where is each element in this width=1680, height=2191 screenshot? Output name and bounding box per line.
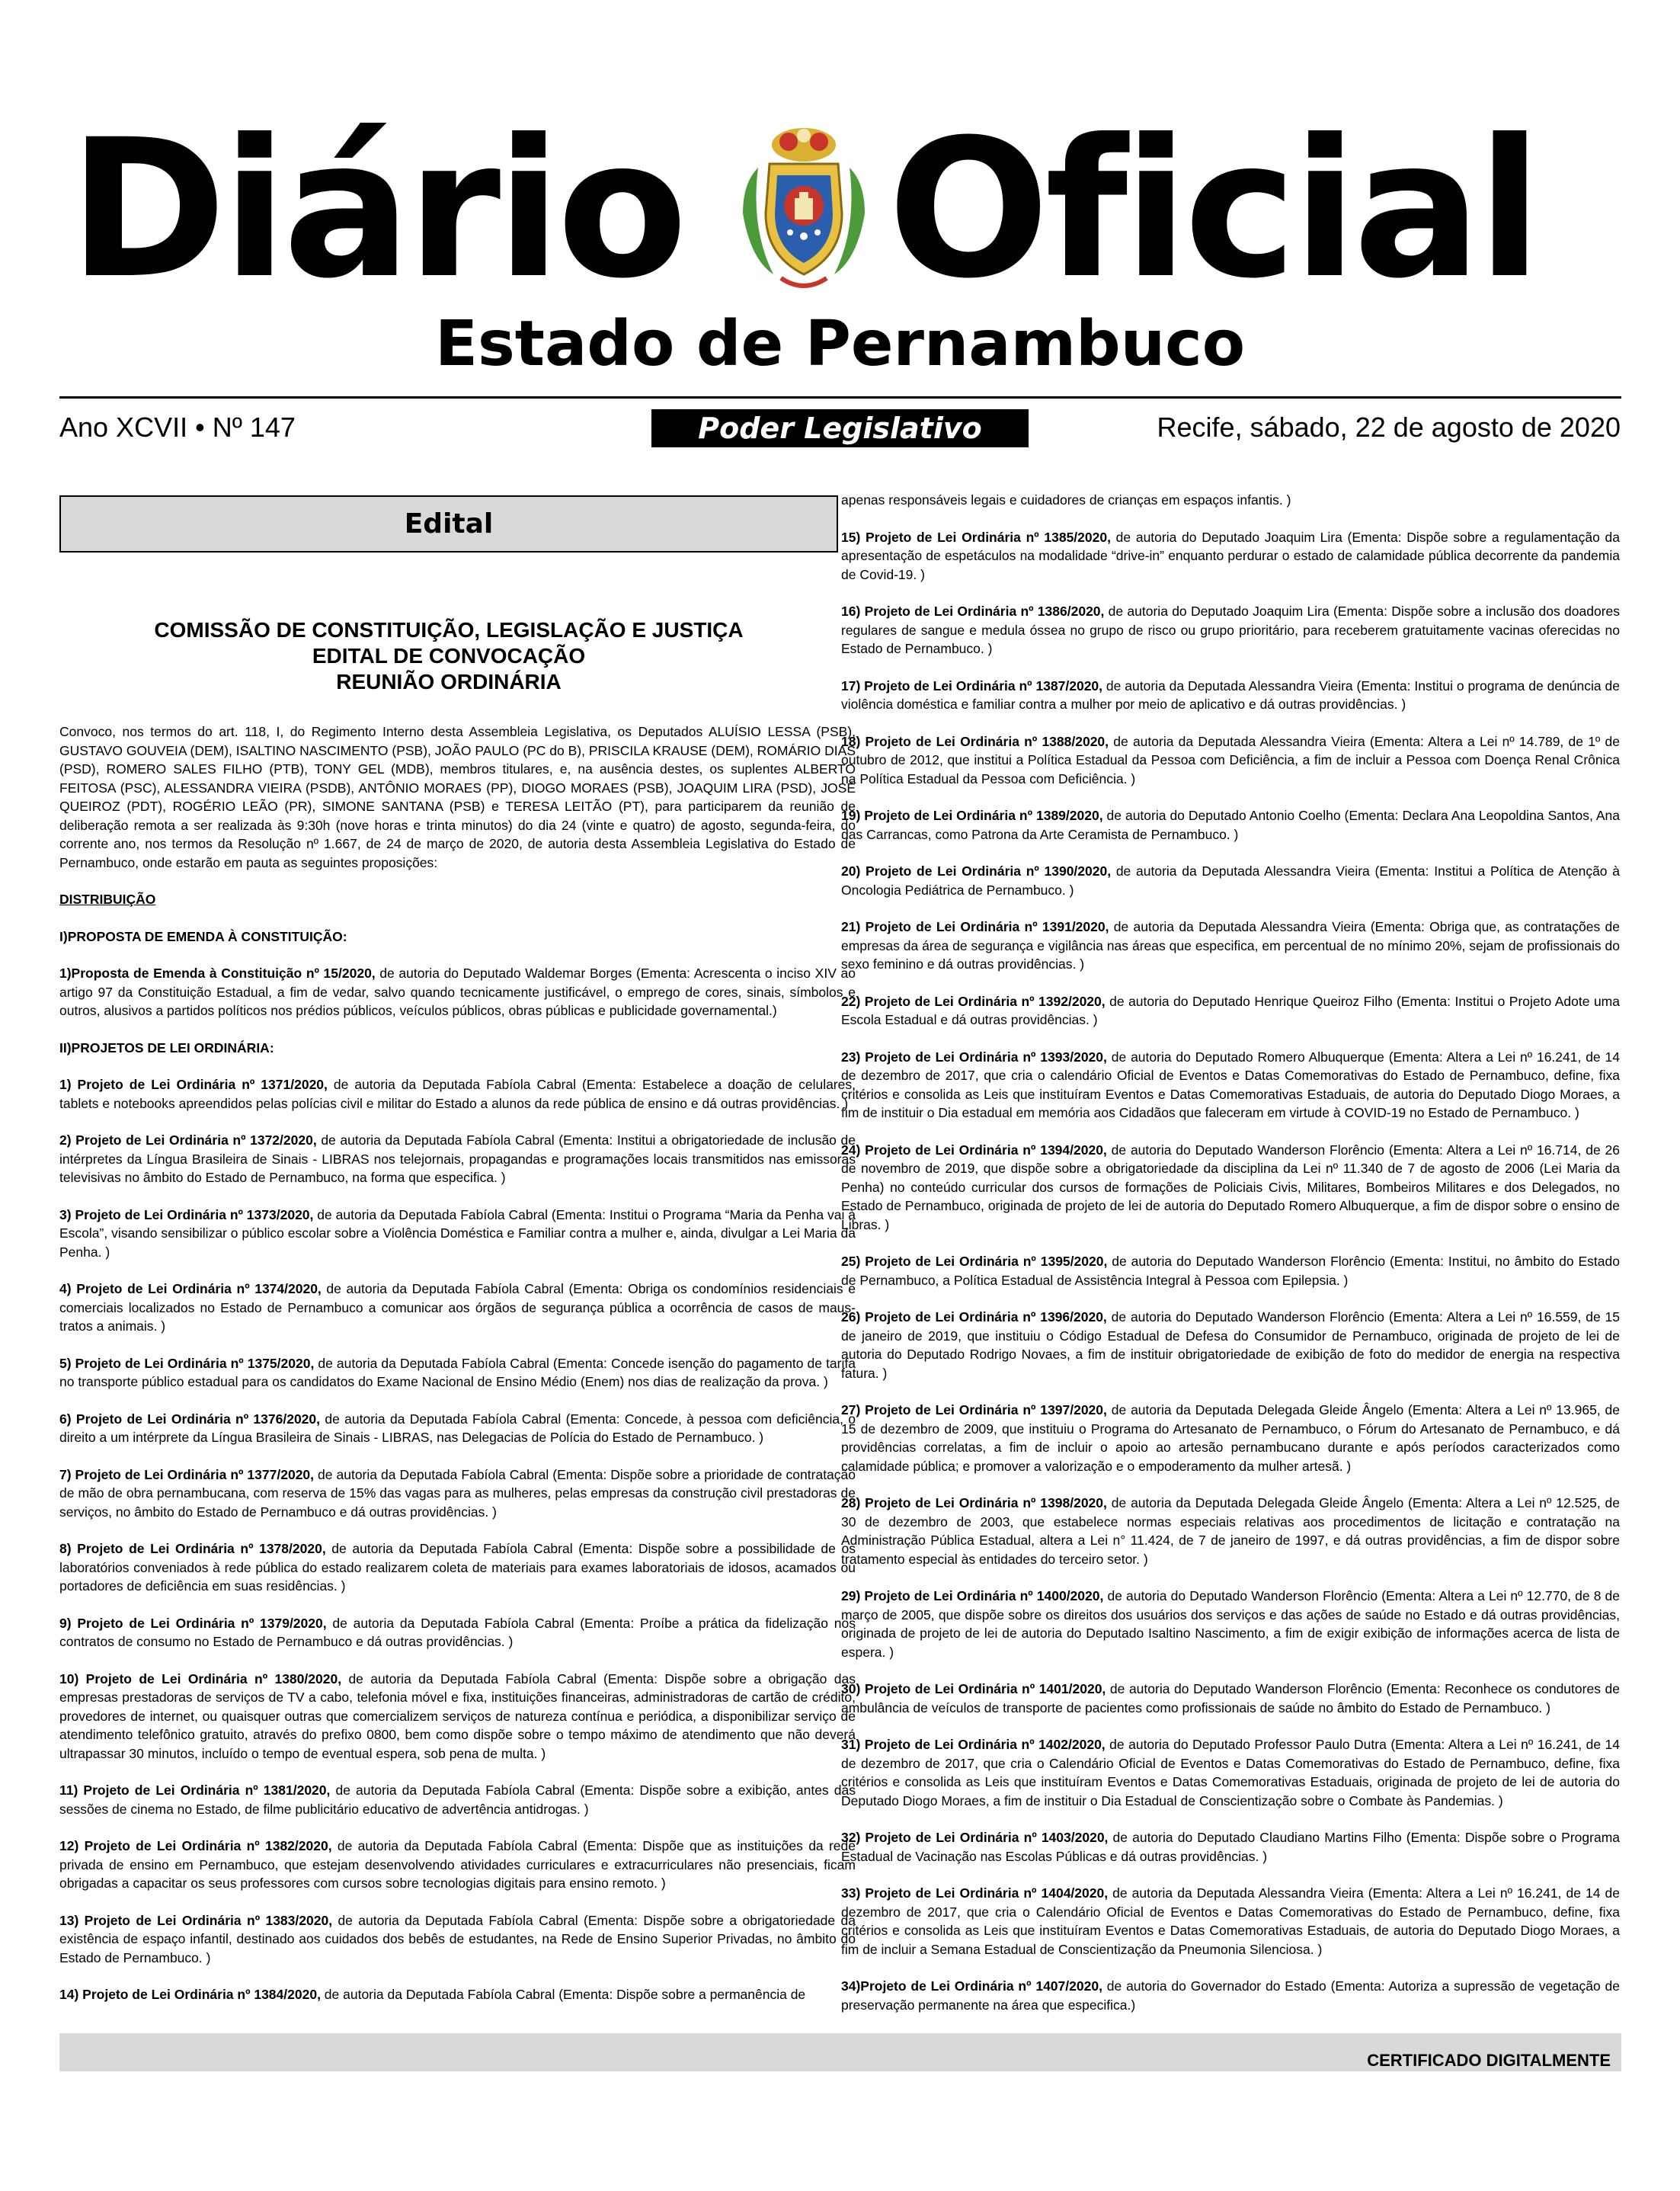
- bill-item: [59, 1465, 856, 1522]
- bill-text: de autoria da Deputada Fabíola Cabral (Ementa: Concede isenção do pagamento de tarifa no transporte público estadual para os candidatos do Exame Nacional de Ensino Médio (Enem) nos dias de realização da prova. ): [59, 1355, 856, 1389]
- bill-text: de autoria da Deputada Fabíola Cabral (Ementa: Concede, à pessoa com deficiência, o direito a um intérprete da Língua Brasileira de Sinais - LIBRAS, nas Delegacias de Polícia do Estado de Pernambuco. ): [59, 1411, 856, 1445]
- bill-item: [841, 1252, 1620, 1289]
- bill-text: de autoria da Deputada Delegada Gleide Ângelo (Ementa: Altera a Lei nº 12.525, de 30 de dezembro de 2003, que estabelece normas especiais relativas aos procedimentos de licitação e contratação na Administração Pública Estadual, altera a Lei n° 11.424, de 7 de janeiro de 1997, e dá outras providências, a fim de dispor sobre tratamento especial às entidades do terceiro setor. ): [841, 1495, 1620, 1567]
- bill-item: [59, 1985, 856, 2004]
- pec-title: 1)Proposta de Emenda à Constituição nº 15/2020,: [59, 966, 376, 981]
- bill-item: [59, 1670, 856, 1763]
- bill-text: de autoria da Deputada Delegada Gleide Ângelo (Ementa: Altera a Lei nº 13.965, de 15 de dezembro de 2009, que instituiu o Programa do Artesanato de Pernambuco, o Fórum do Artesanato de Pernambuco, e dá providências correlatas, a fim de incluir o apoio ao artesão pernambucano durante e após períodos caracterizados como calamidade pública; e promover a valorização e o empoderamento da mulher artesã. ): [841, 1402, 1620, 1474]
- bill-text: de autoria do Deputado Romero Albuquerque (Ementa: Altera a Lei nº 16.241, de 14 de dezembro de 2017, que cria o calendário Oficial de Eventos e Datas Comemorativas do Estado de Pernambuco, define, fixa critérios e consolida as Leis que instituíram Eventos e Datas Comemorativas Estaduais, de autoria do Deputado Diogo Moraes, a fim de instituir o Dia estadual em memória aos Cidadãos que faleceram em virtude à COVID-19 no Estado de Pernambuco. ): [841, 1049, 1620, 1120]
- bill-item: [841, 1494, 1620, 1568]
- bill-item: [59, 1781, 856, 1818]
- bill-text: de autoria da Deputada Fabíola Cabral (Ementa: Obriga os condomínios residenciais e comerciais localizados no Estado de Pernambuco a comunicar aos órgãos de segurança pública a ocorrência de casos de maus-tratos a animais. ): [59, 1281, 856, 1334]
- bill-title: 19) Projeto de Lei Ordinária nº 1389/2020,: [841, 808, 1103, 823]
- bill-title: 24) Projeto de Lei Ordinária nº 1394/2020,: [841, 1142, 1107, 1158]
- bill-title: 11) Projeto de Lei Ordinária nº 1381/2020,: [59, 1783, 331, 1798]
- bill-text: de autoria da Deputada Fabíola Cabral (Ementa: Estabelece a doação de celulares, tablets e notebooks apreendidos pelas polícias civil e militar do Estado a alunos da rede pública de ensino e dá outras providências. ): [59, 1077, 856, 1111]
- bill-item: [59, 1539, 856, 1596]
- bill-text: de autoria do Deputado Wanderson Florêncio (Ementa: Institui, no âmbito do Estado de Pernambuco, a Política Estadual de Assistência Integral à Pessoa com Epilepsia. ): [841, 1254, 1620, 1288]
- bill-item: [59, 1280, 856, 1336]
- bill-title: 21) Projeto de Lei Ordinária nº 1391/2020,: [841, 919, 1109, 934]
- bill-item: [841, 1884, 1620, 1959]
- bill-text: de autoria da Deputada Fabíola Cabral (Ementa: Dispõe sobre a exibição, antes das sessões de cinema no Estado, de filme publicitário educativo de advertência antidrogas. ): [59, 1783, 856, 1817]
- branch-badge: Poder Legislativo: [651, 409, 1029, 447]
- bill-title: 17) Projeto de Lei Ordinária nº 1387/2020,: [841, 677, 1103, 693]
- bill-item: [841, 732, 1620, 789]
- bill-text: de autoria da Deputada Fabíola Cabral (Ementa: Institui o Programa “Maria da Penha vai à Escola”, visando sensibilizar o público escolar sobre a Violência Doméstica e Familiar contra a mulher e, ainda, divulgar a Lei Maria da Penha. ): [59, 1206, 856, 1260]
- bill-title: 20) Projeto de Lei Ordinária nº 1390/2020,: [841, 863, 1112, 879]
- bill-title: 4) Projeto de Lei Ordinária nº 1374/2020,: [59, 1281, 322, 1296]
- bill-title: 29) Projeto de Lei Ordinária nº 1400/2020,: [841, 1588, 1104, 1603]
- bill-item: [841, 992, 1620, 1030]
- bill-text: de autoria do Deputado Wanderson Florêncio (Ementa: Reconhece os condutores de ambulância de veículos de transporte de pacientes como profissionais de saúde no âmbito do Estado de Pernambuco. ): [841, 1681, 1620, 1715]
- masthead: [0, 0, 1680, 457]
- section-title: Edital: [59, 495, 838, 553]
- bill-text: de autoria da Deputada Alessandra Vieira (Ementa: Obriga que, as contratações de empresas da área de segurança e vigilância nas áreas que especifica, em percentual de no mínimo 20%, sejam de profissionais do sexo feminino e dá outras providências. ): [841, 919, 1620, 972]
- bill-text: de autoria da Deputada Fabíola Cabral (Ementa: Dispõe sobre a prioridade de contratação de mão de obra pernambucana, com reserva de 15% das vagas para as mulheres, pelas empresas da construção civil prestadoras de serviços, no âmbito do Estado de Pernambuco e dá outras providências. ): [59, 1466, 856, 1520]
- bill-text: de autoria do Deputado Antonio Coelho (Ementa: Declara Ana Leopoldina Santos, Ana das Carrancas, como Patrona da Arte Ceramista de Pernambuco. ): [841, 808, 1620, 842]
- bill-title: 18) Projeto de Lei Ordinária nº 1388/2020,: [841, 733, 1109, 749]
- bill-title: 14) Projeto de Lei Ordinária nº 1384/2020,: [59, 1987, 321, 2002]
- bill-item: [841, 862, 1620, 899]
- bill-item: [59, 1410, 856, 1447]
- bill-item: [841, 1680, 1620, 1717]
- masthead-rule: [59, 396, 1621, 399]
- pernambuco-coat-of-arms-icon: [728, 122, 880, 297]
- bill-title: 9) Projeto de Lei Ordinária nº 1379/2020,: [59, 1615, 327, 1631]
- issue-date: Recife, sábado, 22 de agosto de 2020: [1157, 412, 1621, 443]
- bill-title: 12) Projeto de Lei Ordinária nº 1382/2020,: [59, 1838, 332, 1853]
- bill-text: de autoria do Deputado Claudiano Martins Filho (Ementa: Dispõe sobre o Programa Estadual de Vacinação nas Escolas Públicas e dá outras providências. ): [841, 1830, 1620, 1864]
- pec-heading: I)PROPOSTA DE EMENDA À CONSTITUIÇÃO:: [59, 928, 347, 944]
- committee-heading: [59, 617, 838, 695]
- certificate-footer: [59, 2033, 1621, 2071]
- bill-item: [59, 1354, 856, 1392]
- intro-paragraph: Convoco, nos termos do art. 118, I, do Regimento Interno desta Assembleia Legislativa, os Deputados ALUÍSIO LESSA (PSB), GUSTAVO GOUVEIA (DEM), ISALTINO NASCIMENTO (PSB), JOÃO PAULO (PC do B), PRISCILA KRAUSE (DEM), ROMÁRIO DIAS (PSD), ROMERO SALES FILHO (PTB), TONY GEL (MDB), membros titulares, e, na ausência destes, os suplentes ALBERTO FEITOSA (PSC), ALESSANDRA VIEIRA (PSDB), ANTÔNIO MORAES (PP), DIOGO MORAES (PSB), JOAQUIM LIRA (PSD), JOSÉ QUEIROZ (PDT), ROGÉRIO LEÃO (PR), SIMONE SANTANA (PSB) e TERESA LEITÃO (PT), para participarem da reunião de deliberação remota a ser realizada às 9:30h (nove horas e trinta minutos) do dia 24 (vinte e quatro) de agosto, segunda-feira, do corrente ano, nos termos da Resolução nº 1.667, de 24 de março de 2020, de autoria desta Assembleia Legislativa do Estado de Pernambuco, onde estarão em pauta as seguintes proposições:: [59, 724, 856, 870]
- bill-text: de autoria do Deputado Henrique Queiroz Filho (Ementa: Institui o Projeto Adote uma Escola Estadual e dá outras providências. ): [841, 993, 1620, 1027]
- bill-item: [841, 677, 1620, 714]
- bill-text: de autoria do Deputado Joaquim Lira (Ementa: Dispõe sobre a regulamentação da apresentação de espetáculos na modalidade “drive-in” enquanto perdurar o estado de calamidade pública decorrente da pandemia de Covid-19. ): [841, 529, 1620, 582]
- bill-text: de autoria da Deputada Alessandra Vieira (Ementa: Altera a Lei nº 14.789, de 1º de outubro de 2012, que institui a Política Estadual da Pessoa com Deficiência, a fim de incluir a Pessoa com Doença Renal Crônica na Política Estadual da Pessoa com Deficiência. ): [841, 733, 1620, 786]
- bill-title: 26) Projeto de Lei Ordinária nº 1396/2020,: [841, 1309, 1107, 1325]
- bill-text: de autoria do Deputado Wanderson Florêncio (Ementa: Altera a Lei nº 16.714, de 26 de novembro de 2019, que dispõe sobre a obrigatoriedade da disciplina da Lei nº 11.340 de 7 de agosto de 2006 (Lei Maria da Penha) no conteúdo curricular dos cursos de formações de Policiais Civis, Militares, Bombeiros Militares e dos Delegados, no Estado de Pernambuco, originada de projeto de lei de autoria do Deputado Romero Albuquerque, a fim de dispor sobre o ensino de Libras. ): [841, 1142, 1620, 1232]
- bill-item: [841, 918, 1620, 974]
- left-column: [59, 722, 856, 2023]
- bill-item: [841, 528, 1620, 585]
- bill-text: de autoria da Deputada Alessandra Vieira (Ementa: Institui o programa de denúncia de violência doméstica e familiar contra a mulher por meio de aplicativo e dá outras providências. ): [841, 677, 1620, 712]
- bill-text: de autoria do Deputado Joaquim Lira (Ementa: Dispõe sobre a inclusão dos doadores regulares de sangue e medula óssea no grupo de risco ou grupo prioritário, para receberem gratuitamente vacinas oferecidas no Estado de Pernambuco. ): [841, 604, 1620, 656]
- bill-item: [841, 1828, 1620, 1866]
- bill-title: 5) Projeto de Lei Ordinária nº 1375/2020,: [59, 1355, 315, 1371]
- masthead-subtitle: Estado de Pernambuco: [434, 308, 1246, 380]
- bill-title: 30) Projeto de Lei Ordinária nº 1401/2020,: [841, 1681, 1106, 1696]
- distribution-heading: DISTRIBUIÇÃO: [59, 892, 156, 907]
- bill-title: 2) Projeto de Lei Ordinária nº 1372/2020,: [59, 1132, 317, 1148]
- bill-item: [841, 1401, 1620, 1475]
- pec-item: [59, 964, 856, 1020]
- bill-title: 22) Projeto de Lei Ordinária nº 1392/2020,: [841, 993, 1106, 1009]
- bill-text: de autoria do Deputado Professor Paulo Dutra (Ementa: Altera a Lei nº 16.241, de 14 de dezembro de 2017, que cria o Calendário Oficial de Eventos e Datas Comemorativas do Estado de Pernambuco, define, fixa critérios e consolida as Leis que instituíram Eventos e Datas Comemorativas Estaduais, originada de projeto de lei de autoria do Deputado Diogo Moraes, a fim de instituir o Dia Estadual de Conscientização sobre o Combate às Pandemias. ): [841, 1737, 1620, 1808]
- bill-item: [59, 1075, 856, 1113]
- bill-text: de autoria da Deputada Alessandra Vieira (Ementa: Altera a Lei nº 16.241, de 14 de dezembro de 2017, que cria o Calendário Oficial de Eventos e Datas Comemorativas do Estado de Pernambuco, define, fixa critérios e consolida as Leis que instituíram Eventos e Datas Comemorativas Estaduais, de autoria do Deputado Diogo Moraes, a fim de incluir a Semana Estadual de Conscientização da Pneumonia Silenciosa. ): [841, 1885, 1620, 1957]
- pl-heading: II)PROJETOS DE LEI ORDINÁRIA:: [59, 1039, 274, 1055]
- bill-item: [59, 1614, 856, 1651]
- committee-line-1: COMISSÃO DE CONSTITUIÇÃO, LEGISLAÇÃO E JUSTIÇA: [154, 618, 744, 642]
- bill-text: de autoria da Deputada Fabíola Cabral (Ementa: Proíbe a prática da fidelização nos contratos de consumo no Estado de Pernambuco e dá outras providências. ): [59, 1615, 856, 1649]
- continuation-text: apenas responsáveis legais e cuidadores de crianças em espaços infantis. ): [841, 492, 1291, 508]
- bill-title: 7) Projeto de Lei Ordinária nº 1377/2020,: [59, 1466, 315, 1482]
- bill-item: [841, 1587, 1620, 1661]
- bill-title: 28) Projeto de Lei Ordinária nº 1398/2020,: [841, 1495, 1107, 1510]
- bill-title: 25) Projeto de Lei Ordinária nº 1395/2020,: [841, 1254, 1108, 1269]
- right-item-list: [841, 528, 1620, 2052]
- bill-title: 27) Projeto de Lei Ordinária nº 1397/2020,: [841, 1402, 1107, 1417]
- bill-text: de autoria da Deputada Alessandra Vieira (Ementa: Institui a Política de Atenção à Oncologia Pediátrica de Pernambuco. ): [841, 863, 1620, 898]
- left-item-list: [59, 1075, 856, 2004]
- bill-title: 16) Projeto de Lei Ordinária nº 1386/2020,: [841, 604, 1105, 619]
- bill-text: de autoria da Deputada Fabíola Cabral (Ementa: Dispõe sobre a obrigação das empresas prestadoras de serviços de TV a cabo, telefonia móvel e fixa, instituições financeiras, administradoras de cartão de crédito, provedores de internet, ou quaisquer outras que comercializem serviços de natureza contínua e periódica, a disponibilizar serviço de atendimento telefônico gratuito, através do prefixo 0800, bem como dispõe sobre o tempo máximo de atendimento que não deverá ultrapassar 30 minutos, incluído o tempo de eventual espera, sob pena de multa. ): [59, 1670, 856, 1761]
- bill-title: 15) Projeto de Lei Ordinária nº 1385/2020,: [841, 529, 1111, 545]
- committee-line-3: REUNIÃO ORDINÁRIA: [336, 670, 562, 693]
- bill-item: [841, 1977, 1620, 2014]
- bill-item: [59, 1206, 856, 1262]
- bill-title: 13) Projeto de Lei Ordinária nº 1383/2020,: [59, 1912, 333, 1928]
- bill-title: 6) Projeto de Lei Ordinária nº 1376/2020,: [59, 1411, 321, 1427]
- bill-text: de autoria do Governador do Estado (Ementa: Autoriza a supressão de vegetação de preservação permanente na área que especifica.): [841, 1978, 1620, 2013]
- bill-title: 3) Projeto de Lei Ordinária nº 1373/2020,: [59, 1206, 314, 1222]
- bill-text: de autoria da Deputada Fabíola Cabral (Ementa: Institui a obrigatoriedade de inclusão de intérpretes da Língua Brasileira de Sinais - LIBRAS nos telejornais, propagandas e programações locais transmitidos nas emissoras televisivas no âmbito do Estado de Pernambuco, na forma que especifica. ): [59, 1132, 856, 1185]
- title-diario: Diário: [69, 98, 683, 320]
- issue-number: Ano XCVII • Nº 147: [59, 412, 296, 443]
- bill-text: de autoria da Deputada Fabíola Cabral (Ementa: Dispõe sobre a possibilidade de os laboratórios conveniados à rede pública do estado realizarem coleta de materiais para exames laboratoriais de idosos, acamados ou portadores de deficiência em suas residências. ): [59, 1541, 856, 1594]
- bill-item: [841, 1308, 1620, 1382]
- certificate-label: CERTIFICADO DIGITALMENTE: [1367, 2051, 1611, 2070]
- bill-title: 34)Projeto de Lei Ordinária nº 1407/2020,: [841, 1978, 1102, 1994]
- bill-title: 8) Projeto de Lei Ordinária nº 1378/2020,: [59, 1541, 326, 1556]
- bill-item: [841, 602, 1620, 658]
- title-oficial: Oficial: [888, 98, 1538, 320]
- bill-title: 32) Projeto de Lei Ordinária nº 1403/2020,: [841, 1830, 1109, 1845]
- right-column: [841, 491, 1620, 2070]
- bill-text: de autoria da Deputada Fabíola Cabral (Ementa: Dispõe sobre a obrigatoriedade da existência de espaço infantil, destinado aos cuidados dos bebês de estudantes, na Rede de Ensino Superior Privadas, no âmbito do Estado de Pernambuco. ): [59, 1912, 856, 1965]
- bill-item: [841, 1141, 1620, 1235]
- bill-title: 10) Projeto de Lei Ordinária nº 1380/2020,: [59, 1670, 342, 1686]
- bill-title: 23) Projeto de Lei Ordinária nº 1393/2020,: [841, 1049, 1107, 1065]
- bill-title: 1) Projeto de Lei Ordinária nº 1371/2020,: [59, 1077, 328, 1092]
- bill-item: [841, 1048, 1620, 1123]
- bill-title: 33) Projeto de Lei Ordinária nº 1404/2020,: [841, 1885, 1109, 1901]
- bill-text: de autoria da Deputada Fabíola Cabral (Ementa: Dispõe sobre a permanência de: [320, 1987, 806, 2002]
- bill-text: de autoria do Deputado Wanderson Florêncio (Ementa: Altera a Lei nº 16.559, de 15 de janeiro de 2019, que instituiu o Código Estadual de Defesa do Consumidor de Pernambuco, originada de projeto de lei de autoria do Deputado Rodrigo Novaes, a fim de instituir obrigatoriedade de exibição de foto do medidor de energia na respectiva fatura. ): [841, 1309, 1620, 1381]
- bill-item: [59, 1911, 856, 1968]
- bill-text: de autoria do Deputado Wanderson Florêncio (Ementa: Altera a Lei nº 12.770, de 8 de março de 2005, que dispõe sobre os direitos dos usuários dos serviços e das ações de saúde no Estado e dá outras providências, originada de projeto de lei de autoria do Deputado Isaltino Nascimento, a fim de exigir exibição de informações acerca de lista de espera. ): [841, 1588, 1621, 1660]
- bill-title: 31) Projeto de Lei Ordinária nº 1402/2020,: [841, 1737, 1106, 1752]
- bill-item: [59, 1131, 856, 1187]
- pec-text: de autoria do Deputado Waldemar Borges (Ementa: Acrescenta o inciso XIV ao artigo 97 da Constituição Estadual, a fim de vedar, salvo quando tecnicamente justificável, o emprego de cores, sinais, símbolos e outros, alusivos a partidos políticos nos prédios públicos, veículos públicos, obras públicas e publicidade governamental.): [59, 966, 856, 1018]
- bill-text: de autoria da Deputada Fabíola Cabral (Ementa: Dispõe que as instituições da rede privada de ensino em Pernambuco, que estejam desenvolvendo atividades curriculares e extracurriculares não presenciais, ficam obrigadas a capacitar os seus professores com cursos sobre tecnologias digitais para ensino remoto. ): [59, 1838, 856, 1891]
- bill-item: [841, 806, 1620, 844]
- bill-item: [59, 1837, 856, 1893]
- bill-item: [841, 1735, 1620, 1810]
- committee-line-2: EDITAL DE CONVOCAÇÃO: [312, 644, 586, 668]
